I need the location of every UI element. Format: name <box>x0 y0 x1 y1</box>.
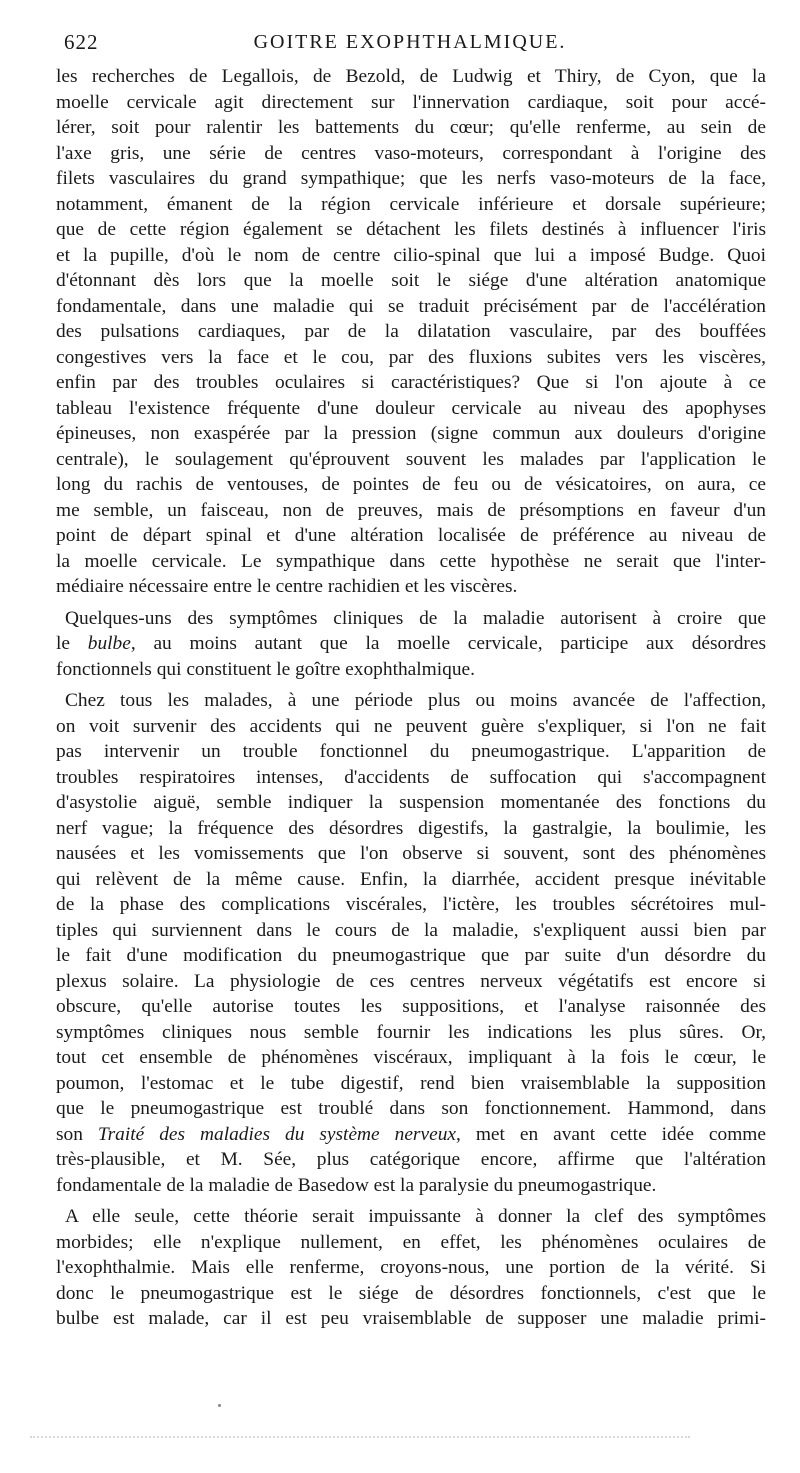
text-line: le fait d'une modification du pneumogastrique que par suite d'un désordre du <box>56 945 766 966</box>
text-line: poumon, l'estomac et le tube digestif, rend bien vraisemblable la supposition <box>56 1072 766 1094</box>
text-line: des pulsations cardiaques, par de la dilatation vasculaire, par des bouffées <box>56 321 766 342</box>
text-line: plexus solaire. La physiologie de ces centres nerveux végétatifs est encore si <box>56 970 766 992</box>
text-line: la moelle cervicale. Le sympathique dans cette hypothèse ne serait que l'inter- <box>56 550 766 572</box>
italic-text: Traité des maladies du système nerveux <box>97 1123 456 1145</box>
text-line: troubles respiratoires intenses, d'accidents de suffocation qui s'accompagnent <box>56 766 766 788</box>
text-line: fondamentale de la maladie de Basedow est la paralysie du pneumogastrique. <box>56 1174 657 1196</box>
text-line: enfin par des troubles oculaires si caractéristiques? Que si l'on ajoute à ce <box>56 372 766 393</box>
text-line: l'exophthalmie. Mais elle renferme, croyons-nous, une portion de la vérité. Si <box>56 1257 766 1278</box>
text-line: tableau l'existence fréquente d'une douleur cervicale au niveau des apophyses <box>56 397 766 419</box>
text-line: moelle cervicale agit directement sur l'innervation cardiaque, soit pour accé- <box>56 91 766 113</box>
text-line: me semble, un faisceau, non de preuves, mais de présomptions en faveur d'un <box>56 499 766 521</box>
text-line: tout cet ensemble de phénomènes viscéraux, impliquant à la fois le cœur, le <box>56 1047 766 1068</box>
text-line: fonctionnels qui constituent le goître exophthalmique. <box>56 658 475 680</box>
text-line: obscure, qu'elle autorise toutes les suppositions, et l'analyse raisonnée des <box>56 996 766 1017</box>
text-line: congestives vers la face et le cou, par des fluxions subites vers les viscères, <box>56 346 766 368</box>
paragraph <box>56 688 766 1198</box>
text-line: pas intervenir un trouble fonctionnel du pneumogastrique. L'apparition de <box>56 741 766 762</box>
text-line: on voit survenir des accidents qui ne peuvent guère s'expliquer, si l'on ne fait <box>56 715 766 737</box>
text-line: nausées et les vomissements que l'on observe si souvent, sont des phénomènes <box>56 843 766 864</box>
paragraph <box>56 64 766 600</box>
text-line: bulbe est malade, car il est peu vraisemblable de supposer une maladie primi- <box>56 1308 766 1329</box>
text-line: son Traité des maladies du système nerveux, met en avant cette idée comme <box>56 1123 766 1145</box>
text-line: lérer, soit pour ralentir les battements du cœur; qu'elle renferme, au sein de <box>56 117 766 138</box>
text-line: symptômes cliniques nous semble fournir les indications les plus sûres. Or, <box>56 1021 766 1043</box>
text-line: que le pneumogastrique est troublé dans son fonctionnement. Hammond, dans <box>56 1098 766 1119</box>
print-speck <box>218 1404 221 1407</box>
page-header <box>60 30 760 60</box>
text-line: centrale), le soulagement qu'éprouvent souvent les malades par l'application le <box>56 448 766 470</box>
text-line: médiaire nécessaire entre le centre rachidien et les viscères. <box>56 576 518 597</box>
text-line: l'axe gris, une série de centres vaso-moteurs, correspondant à l'origine des <box>56 142 766 164</box>
italic-text: bulbe <box>87 633 131 654</box>
running-title: GOITRE EXOPHTHALMIQUE. <box>253 31 567 53</box>
text-line: le bulbe, au moins autant que la moelle cervicale, participe aux désordres <box>56 633 766 654</box>
text-line: les recherches de Legallois, de Bezold, de Ludwig et Thiry, de Cyon, que la <box>56 66 766 87</box>
text-line: fondamentale, dans une maladie qui se traduit précisément par de l'accélération <box>56 295 766 317</box>
text-line: point de départ spinal et d'une altération localisée de préférence au niveau de <box>56 525 766 546</box>
text-line: très-plausible, et M. Sée, plus catégorique encore, affirme que l'altération <box>56 1149 766 1170</box>
text-line: Quelques-uns des symptômes cliniques de la maladie autorisent à croire que <box>65 607 766 629</box>
paragraph <box>56 606 766 683</box>
text-line: et la pupille, d'où le nom de centre cilio-spinal que lui a imposé Budge. Quoi <box>56 244 766 266</box>
text-line: long du rachis de ventouses, de pointes de feu ou de vésicatoires, on aura, ce <box>56 474 766 495</box>
text-line: morbides; elle n'explique nullement, en effet, les phénomènes oculaires de <box>56 1231 766 1253</box>
text-line: qui relèvent de la même cause. Enfin, la diarrhée, accident presque inévitable <box>56 868 766 890</box>
text-line: épineuses, non exaspérée par la pression (signe commun aux douleurs d'origine <box>56 423 766 444</box>
text-line: d'asystolie aiguë, semble indiquer la suspension momentanée des fonctions du <box>56 792 766 813</box>
text-line: tiples qui surviennent dans le cours de la maladie, s'expliquent aussi bien par <box>56 919 766 941</box>
page-number: 622 <box>64 30 99 54</box>
text-line: A elle seule, cette théorie serait impuissante à donner la clef des symptômes <box>65 1206 766 1227</box>
text-line: donc le pneumogastrique est le siége de désordres fonctionnels, c'est que le <box>56 1282 766 1304</box>
bottom-scan-marks <box>30 1436 690 1444</box>
text-line: que de cette région également se détachent les filets destinés à influencer l'iris <box>56 219 766 240</box>
text-line: de la phase des complications viscérales, l'ictère, les troubles sécrétoires mul- <box>56 894 766 915</box>
text-line: Chez tous les malades, à une période plus ou moins avancée de l'affection, <box>65 690 766 711</box>
text-line: nerf vague; la fréquence des désordres digestifs, la gastralgie, la boulimie, les <box>56 817 766 839</box>
paragraph <box>56 1204 766 1332</box>
text-line: filets vasculaires du grand sympathique; que les nerfs vaso-moteurs de la face, <box>56 168 766 189</box>
text-line: notamment, émanent de la région cervicale inférieure et dorsale supérieure; <box>56 193 766 215</box>
text-line: d'étonnant dès lors que la moelle soit le siége d'une altération anatomique <box>56 270 766 291</box>
body-text <box>56 64 766 1338</box>
